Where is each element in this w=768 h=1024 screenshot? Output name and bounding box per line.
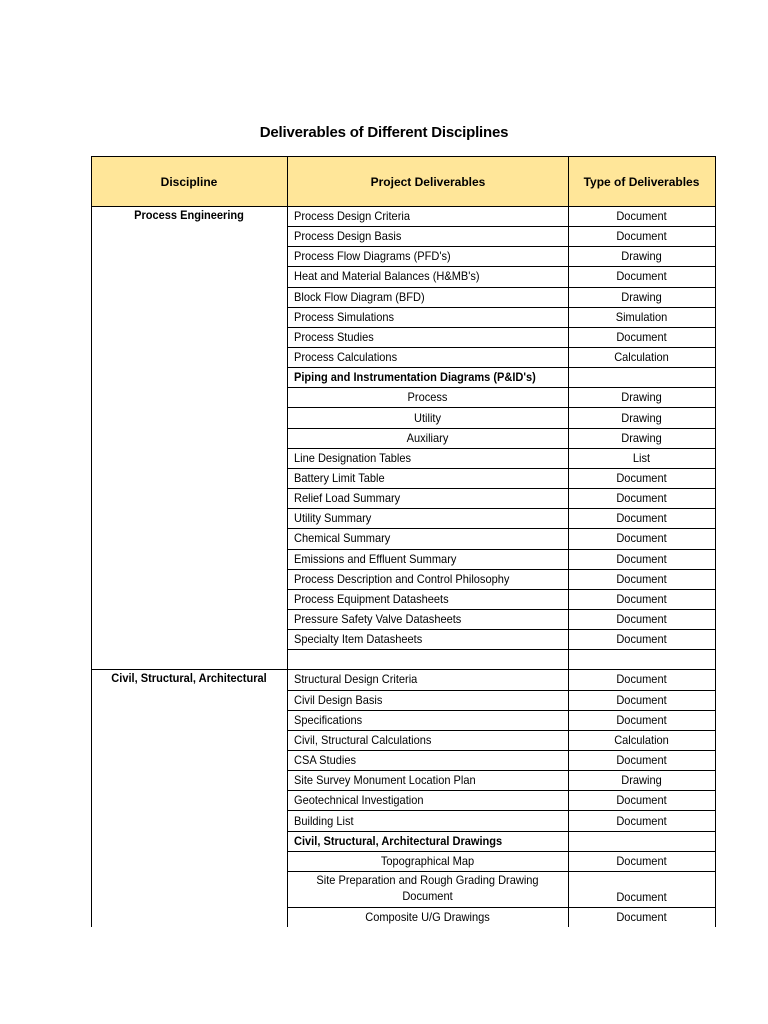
page-title: Deliverables of Different Disciplines: [259, 124, 509, 141]
row-border: [287, 508, 716, 509]
deliverable-cell: CSA Studies: [294, 753, 356, 768]
discipline-label: Process Engineering: [134, 208, 244, 222]
deliverable-cell: Process Flow Diagrams (PFD's): [294, 249, 451, 264]
deliverable-cell: Process Studies: [294, 329, 374, 344]
row-border: [287, 327, 716, 328]
type-cell: Document: [616, 889, 667, 904]
column-divider: [568, 156, 569, 927]
row-border: [287, 488, 716, 489]
deliverable-cell: Process: [407, 390, 448, 405]
deliverable-cell: Battery Limit Table: [294, 470, 385, 485]
row-border: [287, 569, 716, 570]
row-border: [287, 770, 716, 771]
type-cell: Document: [616, 571, 667, 586]
type-cell: Drawing: [621, 289, 662, 304]
table-border-right: [715, 156, 716, 927]
type-cell: Document: [616, 209, 667, 223]
row-border: [287, 307, 716, 308]
type-cell: Document: [616, 813, 667, 828]
type-cell: Document: [616, 632, 667, 647]
type-cell: Document: [616, 470, 667, 485]
row-border: [287, 649, 716, 650]
row-border: [287, 226, 716, 227]
type-cell: Document: [616, 329, 667, 344]
type-cell: Document: [616, 511, 667, 526]
type-cell: Document: [616, 712, 667, 727]
row-border: [287, 387, 716, 388]
type-cell: Calculation: [614, 732, 669, 747]
deliverable-cell-line2: Document: [402, 888, 453, 903]
header-discipline: Discipline: [160, 175, 218, 189]
row-border: [287, 448, 716, 449]
type-cell: Document: [616, 612, 667, 626]
row-border: [287, 690, 716, 691]
type-cell: Drawing: [621, 773, 662, 788]
deliverable-cell: Civil, Structural, Architectural Drawings: [294, 833, 503, 848]
type-cell: Document: [616, 229, 667, 244]
deliverable-cell: Chemical Summary: [294, 531, 391, 546]
deliverable-cell: Line Designation Tables: [294, 450, 412, 465]
type-cell: Document: [616, 672, 667, 687]
deliverable-cell: Process Design Basis: [294, 229, 402, 244]
header-type-of-deliverables: Type of Deliverables: [583, 175, 700, 189]
type-cell: Document: [616, 692, 667, 707]
type-cell: Drawing: [621, 249, 662, 264]
type-cell: Calculation: [614, 350, 669, 365]
section-separator: [91, 669, 716, 670]
deliverable-cell: Emissions and Effluent Summary: [294, 551, 457, 566]
type-cell: Document: [616, 269, 667, 284]
deliverable-cell: Site Survey Monument Location Plan: [294, 773, 476, 788]
deliverable-cell: Structural Design Criteria: [294, 672, 418, 687]
row-border: [287, 907, 716, 908]
type-cell: Document: [616, 551, 667, 566]
column-divider: [287, 156, 288, 927]
row-border: [287, 528, 716, 529]
type-cell: Simulation: [615, 309, 668, 324]
type-cell: Document: [616, 793, 667, 808]
type-cell: Drawing: [621, 430, 662, 445]
deliverable-cell: Process Simulations: [294, 309, 395, 324]
row-border: [287, 589, 716, 590]
row-border: [287, 287, 716, 288]
row-border: [287, 549, 716, 550]
deliverable-cell: Relief Load Summary: [294, 491, 401, 506]
type-cell: Document: [616, 909, 667, 924]
type-cell: Document: [616, 491, 667, 506]
header-border-bottom: [91, 206, 716, 207]
deliverable-cell: Topographical Map: [380, 853, 475, 868]
row-border: [287, 367, 716, 368]
row-border: [287, 750, 716, 751]
deliverable-cell: Specifications: [294, 712, 363, 727]
type-cell: Document: [616, 853, 667, 868]
row-border: [287, 730, 716, 731]
deliverable-cell: Civil Design Basis: [294, 692, 383, 707]
type-cell: Document: [616, 591, 667, 606]
row-border: [287, 629, 716, 630]
deliverable-cell: Site Preparation and Rough Grading Drawing: [316, 872, 539, 887]
deliverable-cell: Building List: [294, 813, 354, 828]
type-cell: Drawing: [621, 410, 662, 425]
row-border: [287, 246, 716, 247]
row-border: [287, 428, 716, 429]
deliverable-cell: Civil, Structural Calculations: [294, 732, 432, 747]
deliverable-cell: Block Flow Diagram (BFD): [294, 289, 425, 304]
type-cell: Document: [616, 531, 667, 546]
deliverable-cell: Pressure Safety Valve Datasheets: [294, 612, 462, 626]
deliverable-cell: Heat and Material Balances (H&MB's): [294, 269, 480, 284]
row-border: [287, 347, 716, 348]
type-cell: Drawing: [621, 390, 662, 405]
deliverable-cell: Process Calculations: [294, 350, 398, 365]
row-border: [287, 468, 716, 469]
row-border: [287, 831, 716, 832]
header-project-deliverables: Project Deliverables: [370, 175, 486, 189]
row-border: [287, 851, 716, 852]
deliverable-cell: Auxiliary: [406, 430, 449, 445]
row-border: [287, 266, 716, 267]
deliverable-cell: Process Equipment Datasheets: [294, 591, 449, 606]
discipline-label: Civil, Structural, Architectural: [111, 671, 267, 686]
deliverable-cell: Piping and Instrumentation Diagrams (P&ID's): [294, 370, 536, 385]
row-border: [287, 810, 716, 811]
row-border: [287, 407, 716, 408]
deliverable-cell: Utility: [414, 410, 441, 425]
deliverable-cell: Process Description and Control Philosophy: [294, 571, 510, 586]
deliverable-cell: Specialty Item Datasheets: [294, 632, 423, 647]
row-border: [287, 790, 716, 791]
type-cell: List: [632, 450, 651, 465]
type-cell: Document: [616, 753, 667, 768]
deliverable-cell: Process Design Criteria: [294, 209, 410, 223]
deliverable-cell: Utility Summary: [294, 511, 372, 526]
deliverable-cell: Geotechnical Investigation: [294, 793, 424, 808]
table-border-top: [91, 156, 716, 157]
row-border: [287, 871, 716, 872]
row-border: [287, 609, 716, 610]
table-border-left: [91, 156, 92, 927]
row-border: [287, 710, 716, 711]
deliverable-cell: Composite U/G Drawings: [365, 909, 490, 924]
